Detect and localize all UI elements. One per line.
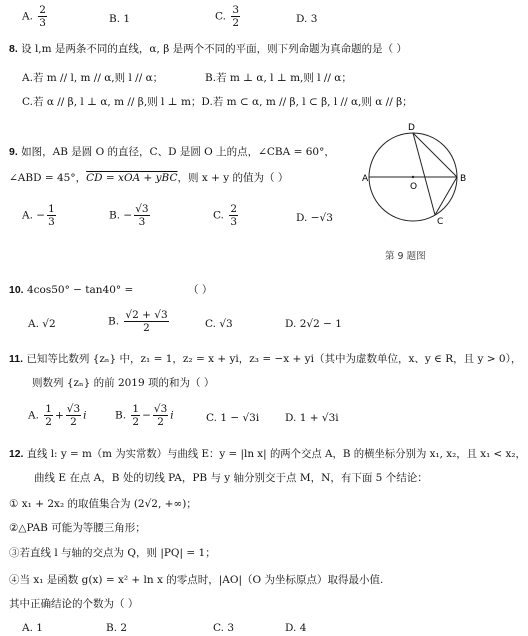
q9-c-fraction: $\frac{2}{3}$ bbox=[230, 203, 238, 228]
label-d: D bbox=[408, 123, 415, 133]
q7-option-a: A. $\frac{2}{3}$ bbox=[22, 4, 46, 29]
q12-statement-4: ④当 x₁ 是函数 g(x) = x² + ln x 的零点时，|AO|（O 为坐标原点）取得最小值. bbox=[9, 574, 384, 586]
chord-dc bbox=[413, 133, 435, 215]
q12-line-1: 12. 直线 l: y = m（m 为实常数）与曲线 E：y = |ln x| 的两个交点 A，B 的横坐标分别为 x₁, x₂，且 x₁ < x₂， bbox=[9, 448, 526, 460]
q10-b-fraction: $\frac{√2 + √3}{2}$ bbox=[125, 309, 168, 334]
q12-statement-3: ③若直线 l 与轴的交点为 Q，则 |PQ| = 1； bbox=[9, 547, 216, 559]
q11-line-2: 则数列 {zₙ} 的前 2019 项的和为（ ） bbox=[32, 377, 215, 389]
q10-option-b: B. $\frac{√2 + √3}{2}$ bbox=[108, 309, 168, 334]
q11-option-c: C. 1 − √3i bbox=[206, 412, 260, 424]
q7-option-d: D. 3 bbox=[296, 13, 318, 25]
q12-option-b: B. 2 bbox=[106, 622, 128, 634]
q11-b-frac-2: $\frac{√3}{2}$ bbox=[153, 403, 168, 428]
q7-option-c: C. $\frac{3}{2}$ bbox=[215, 4, 240, 29]
q11-line-1: 11. 已知等比数列 {zₙ} 中，z₁ = 1，z₂ = x + yi，z₃ = −x + yi（其中为虚数单位，x、y ∈ R，且 y > 0）， bbox=[9, 353, 522, 365]
q9-circle-figure bbox=[358, 120, 518, 240]
q12-statement-1: ① x₁ + 2x₂ 的取值集合为 (2√2, +∞)； bbox=[9, 498, 197, 510]
q9-option-b: B. − $\frac{√3}{3}$ bbox=[109, 203, 149, 228]
q11-a-frac-2: $\frac{√3}{2}$ bbox=[66, 403, 81, 428]
chord-bd bbox=[413, 133, 457, 177]
q12-option-d: D. 4 bbox=[285, 622, 307, 634]
q7-c-fraction: $\frac{3}{2}$ bbox=[232, 4, 240, 29]
q10-option-a: A. √2 bbox=[28, 318, 56, 330]
label-a: A bbox=[362, 174, 369, 184]
label-b: B bbox=[460, 174, 467, 184]
q8-option-b: B.若 m ⊥ α, l ⊥ m,则 l // α； bbox=[205, 72, 352, 84]
q9-option-d: D. −√3 bbox=[296, 212, 333, 224]
q12-question: 其中正确结论的个数为（ ） bbox=[9, 598, 139, 610]
q8-option-a: A.若 m // l, m // α,则 l // α； bbox=[22, 72, 164, 84]
q9-option-a: A. − $\frac{1}{3}$ bbox=[22, 203, 55, 228]
q12-statement-2: ②△PAB 可能为等腰三角形； bbox=[9, 522, 146, 534]
q8-options-cd: C.若 α // β, l ⊥ α, m // β,则 l ⊥ m；D.若 m ⊂ α, m // β, l ⊂ β, l // α,则 α // β； bbox=[22, 96, 413, 108]
q9-figure-caption: 第 9 题图 bbox=[385, 251, 426, 262]
q11-a-frac-1: $\frac{1}{2}$ bbox=[45, 403, 52, 428]
center-dot bbox=[412, 176, 414, 178]
label-c: C bbox=[437, 217, 444, 227]
chord-bc bbox=[435, 177, 457, 215]
q9-vector-equation: CD = xOA + yBC bbox=[86, 172, 178, 184]
q11-option-a: A. $\frac{1}{2}$ + $\frac{√3}{2}$ i bbox=[28, 403, 87, 428]
q12-line-2: 曲线 E 在点 A，B 处的切线 PA，PB 与 y 轴分别交于点 M，N，有下面 5 个结论： bbox=[34, 472, 428, 484]
q12-option-a: A. 1 bbox=[22, 622, 43, 634]
q9-a-fraction: $\frac{1}{3}$ bbox=[48, 203, 55, 228]
q9-line-2: ∠ABD = 45°，CD = xOA + yBC，则 x + y 的值为（ ） bbox=[9, 172, 289, 184]
q10-option-d: D. 2√2 − 1 bbox=[285, 318, 342, 330]
q9-line-1: 9. 如图，AB 是圆 O 的直径，C、D 是圆 O 上的点，∠CBA = 60°， bbox=[9, 146, 335, 158]
q10-paren: （ ） bbox=[188, 284, 213, 296]
q7-option-b: B. 1 bbox=[109, 13, 131, 25]
q7-a-fraction: $\frac{2}{3}$ bbox=[39, 4, 46, 29]
label-o: O bbox=[410, 182, 418, 192]
q10-stem: 10. 4cos50° − tan40° = bbox=[9, 284, 134, 296]
q11-option-d: D. 1 + √3i bbox=[285, 412, 339, 424]
q10-option-c: C. √3 bbox=[205, 318, 233, 330]
q11-option-b: B. $\frac{1}{2}$ − $\frac{√3}{2}$ i bbox=[115, 403, 174, 428]
q11-b-frac-1: $\frac{1}{2}$ bbox=[132, 403, 140, 428]
q9-option-c: C. $\frac{2}{3}$ bbox=[213, 203, 238, 228]
q9-b-fraction: $\frac{√3}{3}$ bbox=[135, 203, 149, 228]
q12-option-c: C. 3 bbox=[213, 622, 235, 634]
q8-stem: 8. 设 l,m 是两条不同的直线，α, β 是两个不同的平面，则下列命题为真命题的是（ ） bbox=[9, 43, 407, 55]
